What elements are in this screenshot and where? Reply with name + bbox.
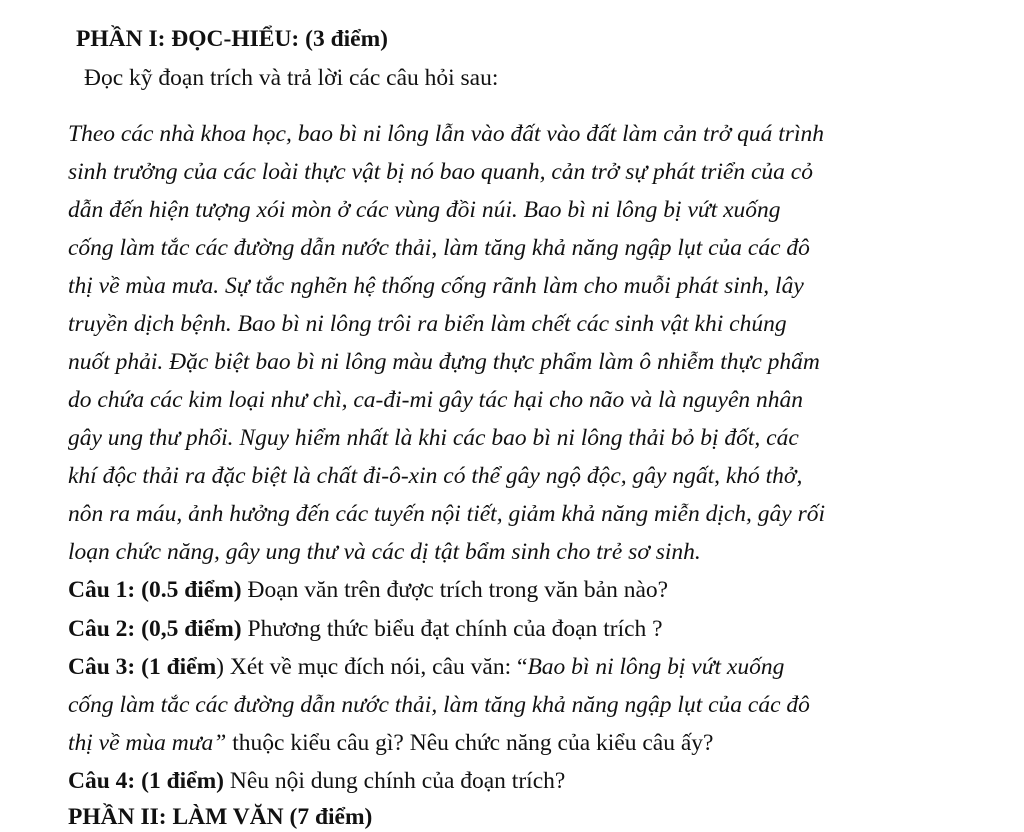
question-2-text: Phương thức biểu đạt chính của đoạn trích ? [241,616,663,642]
question-1-text: Đoạn văn trên được trích trong văn bản nào? [241,577,669,603]
question-2-label: Câu 2: (0,5 điểm) [68,616,242,642]
question-2 [68,614,663,644]
passage-line: thị về mùa mưa. Sự tắc nghẽn hệ thống cống rãnh làm cho muỗi phát sinh, lây [68,273,804,299]
passage-line: dẫn đến hiện tượng xói mòn ở các vùng đồi núi. Bao bì ni lông bị vứt xuống [68,197,781,223]
passage-line: do chứa các kim loại như chì, ca-đi-mi gây tác hại cho não và là nguyên nhân [68,387,804,413]
passage-line: Theo các nhà khoa học, bao bì ni lông lẫn vào đất vào đất làm cản trở quá trình [68,121,824,147]
instruction-text: Đọc kỹ đoạn trích và trả lời các câu hỏi sau: [84,65,499,91]
passage-line: cống làm tắc các đường dẫn nước thải, làm tăng khả năng ngập lụt của các đô [68,235,810,261]
question-4-text: Nêu nội dung chính của đoạn trích? [224,768,566,794]
passage-line: khí độc thải ra đặc biệt là chất đi-ô-xin có thể gây ngộ độc, gây ngất, khó thở, [68,463,803,489]
question-3-quote-cont: cống làm tắc các đường dẫn nước thải, làm tăng khả năng ngập lụt của các đô [68,692,810,718]
question-3-quote: Bao bì ni lông bị vứt xuống [527,654,785,680]
passage-line: truyền dịch bệnh. Bao bì ni lông trôi ra biển làm chết các sinh vật khi chúng [68,311,787,337]
question-3-quote-end: thị về mùa mưa” [68,730,227,756]
passage-line: nôn ra máu, ảnh hưởng đến các tuyến nội tiết, giảm khả năng miễn dịch, gây rối [68,501,826,527]
part2-heading: PHẦN II: LÀM VĂN (7 điểm) [68,804,373,830]
question-1-label: Câu 1: (0.5 điểm) [68,577,242,603]
part1-heading: PHẦN I: ĐỌC-HIỂU: (3 điểm) [76,26,388,52]
passage-line: nuốt phải. Đặc biệt bao bì ni lông màu đựng thực phẩm làm ô nhiễm thực phẩm [68,349,820,375]
passage-line: sinh trưởng của các loài thực vật bị nó bao quanh, cản trở sự phát triển của cỏ [68,159,813,185]
passage-line: loạn chức năng, gây ung thư và các dị tật bẩm sinh cho trẻ sơ sinh. [68,539,701,565]
question-4-label: Câu 4: (1 điểm) [68,768,224,794]
question-1 [68,575,668,605]
question-3-tail: thuộc kiểu câu gì? Nêu chức năng của kiểu câu ấy? [226,730,714,756]
passage-line: gây ung thư phổi. Nguy hiểm nhất là khi các bao bì ni lông thải bỏ bị đốt, các [68,425,799,451]
question-3-label: Câu 3: (1 điểm [68,654,217,680]
question-3-end [68,728,713,758]
question-4 [68,766,565,796]
question-3 [68,652,784,682]
question-3-intro: ) Xét về mục đích nói, câu văn: “ [216,654,528,680]
